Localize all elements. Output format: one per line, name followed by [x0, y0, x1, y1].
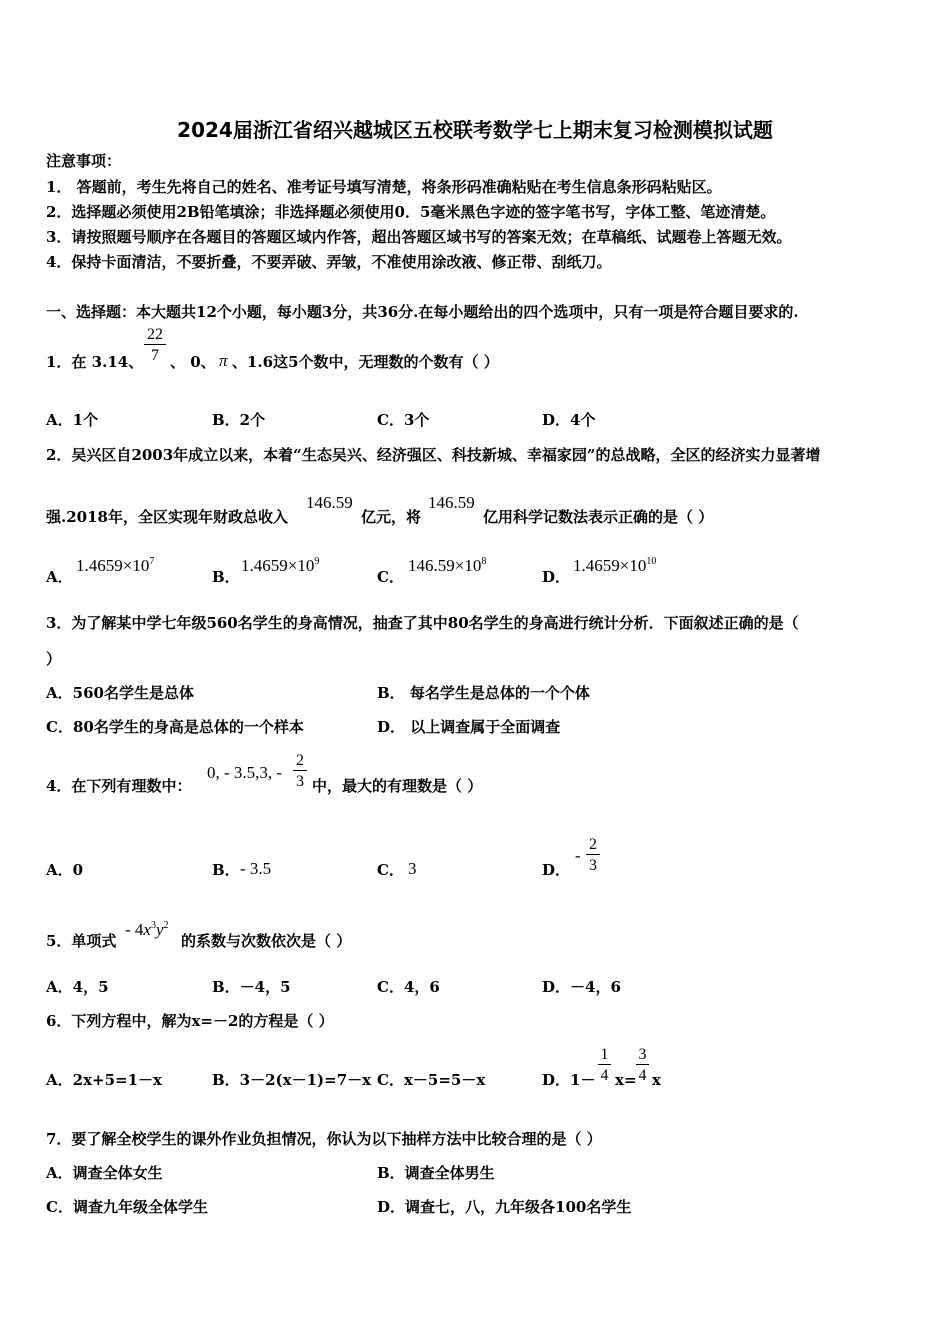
- q6-option-d-frac2: [636, 1046, 649, 1084]
- q2-line2-a: 强.2018年，全区实现年财政总收入: [46, 508, 288, 526]
- q7-option-c: C．调查九年级全体学生: [46, 1198, 208, 1216]
- q6-option-a: A．2x+5=1－x: [46, 1071, 162, 1089]
- q2-value-2: 146.59: [428, 493, 475, 512]
- q6-option-d-mid: x=: [615, 1071, 637, 1089]
- q5-suffix: 的系数与次数依次是（ ）: [181, 932, 352, 950]
- q5-option-c: C．4，6: [377, 978, 440, 996]
- q3-option-a: A．560名学生是总体: [46, 684, 194, 702]
- q6-option-d-frac1: [598, 1046, 611, 1084]
- q5-var1: x: [143, 920, 151, 939]
- q4-option-a: A．0: [46, 861, 84, 879]
- notice-item-2: 2．选择题必须使用2B铅笔填涂；非选择题必须使用0．5毫米黑色字迹的签字笔书写，字体工整、笔迹清楚。: [46, 203, 776, 221]
- q7-option-b: B．调查全体男生: [377, 1164, 495, 1182]
- q1-option-c: C．3个: [377, 411, 430, 429]
- q4-option-d-den: 3: [589, 857, 597, 874]
- q3-option-d: D． 以上调查属于全面调查: [377, 718, 561, 736]
- q6-frac1-num: 1: [598, 1046, 611, 1065]
- q2-option-a-value: [76, 557, 154, 575]
- q2-line2-b: 亿元，将: [361, 508, 422, 526]
- q4-option-b-value: - 3.5: [240, 859, 272, 878]
- q6-option-c: C．x－5=5－x: [377, 1071, 486, 1089]
- q2-option-b-label: B．: [212, 568, 240, 586]
- page-title: 2024届浙江省绍兴越城区五校联考数学七上期末复习检测模拟试题: [177, 118, 773, 142]
- q6-frac2-den: 4: [638, 1067, 647, 1084]
- q4-option-c-label: C．: [377, 861, 404, 879]
- q4-list: 0, - 3.5,3, -: [207, 763, 283, 782]
- q1-pi: π: [219, 351, 228, 370]
- q6-option-b: B．3－2(x－1)=7－x: [212, 1071, 372, 1089]
- q2-option-d-label: D．: [542, 568, 571, 586]
- q5-exp1: 3: [150, 920, 156, 931]
- q6-option-d-prefix: D．1－: [542, 1071, 596, 1089]
- q2-option-c-value: [408, 557, 486, 575]
- q1-fraction: [144, 326, 166, 364]
- q1-option-d: D．4个: [542, 411, 596, 429]
- q4-option-c-value: 3: [408, 859, 417, 878]
- q6-stem: 6．下列方程中，解为x=－2的方程是（ ）: [46, 1012, 334, 1030]
- q2-option-a-exp: 7: [149, 556, 155, 567]
- q4-frac-den: 3: [296, 773, 304, 790]
- q5-option-d: D．－4，6: [542, 978, 621, 996]
- q7-option-d: D．调查七，八，九年级各100名学生: [377, 1198, 632, 1216]
- q5-option-b: B．－4，5: [212, 978, 291, 996]
- q3-line1: 3．为了解某中学七年级560名学生的身高情况，抽查了其中80名学生的身高进行统计分析．下面叙述正确的是（: [46, 614, 799, 632]
- q2-option-c-base: 146.59×10: [408, 556, 482, 575]
- q6-frac2-num: 3: [636, 1046, 649, 1065]
- q2-option-d-value: [573, 557, 656, 575]
- q4-option-d-num: 2: [586, 836, 600, 855]
- notice-item-3: 3．请按照题号顺序在各题目的答题区域内作答，超出答题区域书写的答案无效；在草稿纸、试题卷上答题无效。: [46, 228, 792, 246]
- q4-suffix: 中，最大的有理数是（ ）: [312, 777, 483, 795]
- q2-option-d-base: 1.4659×10: [573, 556, 647, 575]
- q4-option-d-sign: -: [575, 846, 581, 865]
- q2-option-b-value: [241, 557, 319, 575]
- q2-option-c-label: C．: [377, 568, 404, 586]
- notice-item-4: 4．保持卡面清洁，不要折叠，不要弄破、弄皱，不准使用涂改液、修正带、刮纸刀。: [46, 253, 612, 271]
- q1-suffix: 、1.6这5个数中，无理数的个数有（ ）: [232, 353, 499, 371]
- q2-line2-c: 亿用科学记数法表示正确的是（ ）: [483, 508, 714, 526]
- q5-exp2: 2: [163, 920, 169, 931]
- section-heading: 一、选择题：本大题共12个小题，每小题3分，共36分.在每小题给出的四个选项中，只有一项是符合题目要求的.: [46, 303, 799, 321]
- q1-frac-num: 22: [144, 326, 166, 345]
- q2-option-a-base: 1.4659×10: [76, 556, 150, 575]
- notice-heading: 注意事项：: [46, 152, 122, 170]
- q7-option-a: A．调查全体女生: [46, 1164, 163, 1182]
- q5-coef: - 4: [125, 920, 144, 939]
- q3-option-b: B． 每名学生是总体的一个个体: [377, 684, 590, 702]
- q6-option-d-suffix: x: [652, 1071, 661, 1089]
- q4-option-b-label: B．: [212, 861, 240, 879]
- notice-item-1: 1． 答题前，考生先将自己的姓名、准考证号填写清楚，将条形码准确粘贴在考生信息条形码粘贴区。: [46, 178, 722, 196]
- q3-line2: ）: [46, 650, 62, 668]
- q4-option-d-fraction: [586, 836, 600, 874]
- q5-var2: y: [155, 920, 164, 939]
- q2-option-c-exp: 8: [481, 556, 487, 567]
- q2-option-b-exp: 9: [314, 556, 320, 567]
- q4-prefix: 4．在下列有理数中：: [46, 777, 192, 795]
- q3-option-c: C．80名学生的身高是总体的一个样本: [46, 718, 304, 736]
- q1-option-a: A．1个: [46, 411, 99, 429]
- q4-frac-num: 2: [293, 752, 307, 771]
- q2-option-d-exp: 10: [646, 556, 657, 567]
- q1-mid: 、 0、: [170, 353, 216, 371]
- q4-fraction: [293, 752, 307, 790]
- q6-frac1-den: 4: [600, 1067, 609, 1084]
- q4-option-d-label: D．: [542, 861, 571, 879]
- q5-monomial: [125, 921, 169, 939]
- q2-value-1: 146.59: [306, 493, 353, 512]
- q5-prefix: 5．单项式: [46, 932, 117, 950]
- q1-prefix: 1．在 3.14、: [46, 353, 144, 371]
- q5-option-a: A．4，5: [46, 978, 109, 996]
- q2-option-b-base: 1.4659×10: [241, 556, 315, 575]
- q7-stem: 7．要了解全校学生的课外作业负担情况，你认为以下抽样方法中比较合理的是（ ）: [46, 1130, 602, 1148]
- q2-line1: 2．吴兴区自2003年成立以来，本着“生态吴兴、经济强区、科技新城、幸福家园”的总战略，全区的经济实力显著增: [46, 446, 821, 464]
- q1-option-b: B．2个: [212, 411, 266, 429]
- q1-frac-den: 7: [151, 347, 159, 364]
- q2-option-a-label: A．: [46, 568, 73, 586]
